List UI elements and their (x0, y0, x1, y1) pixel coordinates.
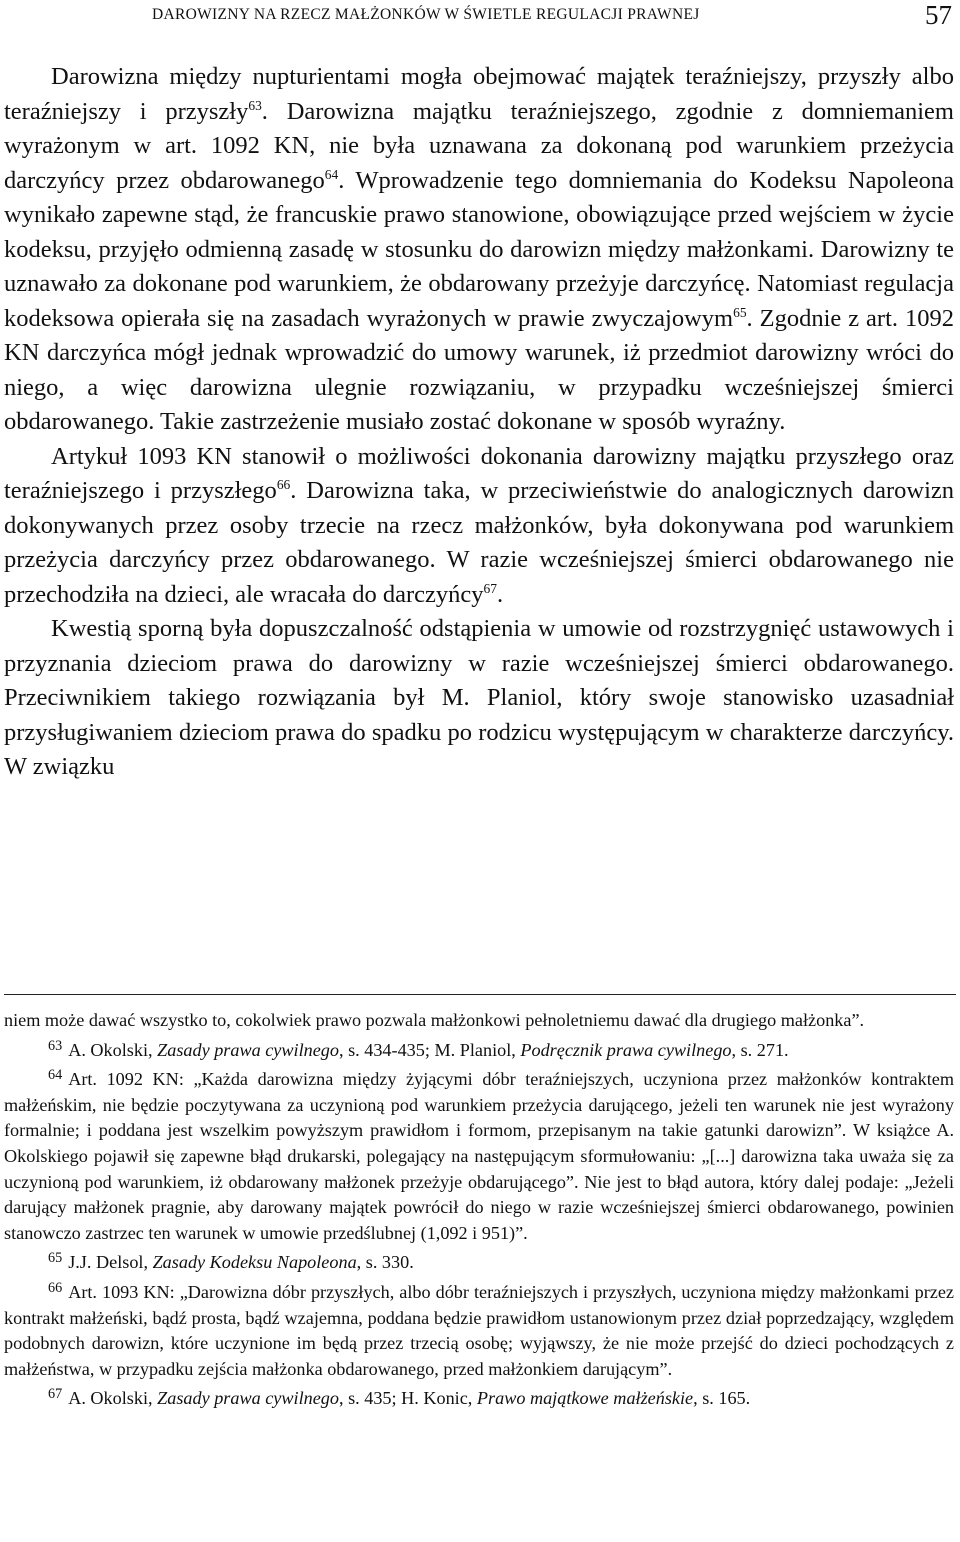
footnote-divider (4, 994, 956, 995)
footnotes (4, 1008, 954, 1412)
footnote-ref-67[interactable]: 67 (483, 580, 497, 596)
footnote-ref-64[interactable]: 64 (324, 166, 339, 182)
footnote-64: $^{64}$ Art. 1092 KN: „Każda darowizna między żyjącymi dóbr teraźniejszych, uczyniona przez małżonków kontraktem małżeńskim, nie będzie poczytywana za uczynioną pod warunkiem przeżycia darującego, jeżeli ten warunek nie jest wyrażony formalnie; i poddana jest wszelkim powyższym prawidłom i formom, przepisanym na takie gatunki darowizn”. W książce A. Okolskiego pojawił się zapewne błąd drukarski, polegający na następującym sformułowaniu: „[...] darowizna taka uważa się za uczynioną pod warunkiem, iż obdarowany małżonek przeżyje obdarującego”. Nie jest to błąd autora, który dalej podaje: „Jeżeli darujący małżonek pragnie, aby darowany majątek powrócił do niego w razie wcześniejszej śmierci obdarowanego, powinien stanowczo zastrzec ten warunek w umowie przedślubnej (1,092 i 951)”. (4, 1067, 954, 1243)
footnote-67: $^{67}$ A. Okolski, Zasady prawa cywilnego, s. 435; H. Konic, Prawo majątkowe małżeńskie, s. 165. (48, 1386, 751, 1409)
footnote-mark: 64 (48, 1067, 63, 1084)
footnote-mark: 67 (48, 1386, 63, 1403)
footnote-ref-63[interactable]: 63 (248, 97, 262, 113)
footnote-mark: 65 (48, 1250, 63, 1267)
footnote-mark: 66 (48, 1279, 63, 1296)
page-header (0, 0, 960, 40)
footnote-continued: niem może dawać wszystko to, cokolwiek prawo pozwala małżonkowi pełnoletniemu dawać dla drugiego małżonka”. (4, 1010, 865, 1030)
paragraph-1: Darowizna między nupturientami mogła obejmować majątek teraźniejszy, przyszły albo teraźniejszy i przyszły$^{63}$. Darowizna majątku teraźniejszego, zgodnie z domniemaniem wyrażonym w art. 1092 KN, nie była uznawana za dokonaną pod warunkiem przeżycia darczyńcy przez obdarowanego$^{64}$. Wprowadzenie tego domniemania do Kodeksu Napoleona wynikało zapewne stąd, że francuskie prawo stanowione, obowiązujące przed wejściem w życie kodeksu, przyjęło odmienną zasadę w stosunku do darowizn między małżonkami. Darowizny te uznawało za dokonane pod warunkiem, że obdarowany przeżyje darczyńcę. Natomiast regulacja kodeksowa opierała się na zasadach wyrażonych w prawie zwyczajowym$^{65}$. Zgodnie z art. 1092 KN darczyńca mógł jednak wprowadzić do umowy warunek, iż przedmiot darowizny wróci do niego, a więc darowizna ulegnie rozwiązaniu, w przypadku wcześniejszej śmierci obdarowanego. Takie zastrzeżenie musiało zostać dokonane w sposób wyraźny. (4, 63, 954, 435)
footnote-ref-65[interactable]: 65 (733, 304, 747, 320)
footnote-mark: 63 (48, 1037, 63, 1054)
footnote-66: $^{66}$ Art. 1093 KN: „Darowizna dóbr przyszłych, albo dóbr teraźniejszych i przyszłych, uczyniona między małżonkami przez kontrakt małżeński, bądź prosta, bądź wzajemna, poddana będzie prawidłom ustanowionym przez dział poprzedzający, względem podobnych darowizn, które uczynione im będą przez trzecią osobę; wyjąwszy, że nie może przejść do dzieci pochodzących z małżeństwa, w przypadku zejścia małżonka obdarowanego, przed małżonkiem darującym”. (4, 1279, 954, 1379)
running-head: DAROWIZNY NA RZECZ MAŁŻONKÓW W ŚWIETLE REGULACJI PRAWNEJ (152, 6, 700, 23)
page-number: 57 (925, 0, 952, 30)
footnote-65: $^{65}$ J.J. Delsol, Zasady Kodeksu Napoleona, s. 330. (48, 1250, 414, 1273)
footnote-ref-66[interactable]: 66 (276, 476, 291, 492)
footnote-63: $^{63}$ A. Okolski, Zasady prawa cywilnego, s. 434-435; M. Planiol, Podręcznik prawa cywilnego, s. 271. (48, 1037, 789, 1060)
main-text (4, 60, 954, 785)
paragraph-2: Artykuł 1093 KN stanowił o możliwości dokonania darowizny majątku przyszłego oraz teraźniejszego i przyszłego$^{66}$. Darowizna taka, w przeciwieństwie do analogicznych darowizn dokonywanych przez osoby trzecie na rzecz małżonków, była dokonywana pod warunkiem przeżycia darczyńcy przez obdarowanego. W razie wcześniejszej śmierci obdarowanego nie przechodziła na dzieci, ale wracała do darczyńcy$^{67}$. (4, 442, 954, 608)
paragraph-3: Kwestią sporną była dopuszczalność odstąpienia w umowie od rozstrzygnięć ustawowych i przyznania dzieciom prawa do darowizny w razie wcześniejszej śmierci obdarowanego. Przeciwnikiem takiego rozwiązania był M. Planiol, który swoje stanowisko uzasadniał przysługiwaniem dzieciom prawa do spadku po rodzicu występującym w charakterze darczyńcy. W związku (4, 615, 954, 780)
